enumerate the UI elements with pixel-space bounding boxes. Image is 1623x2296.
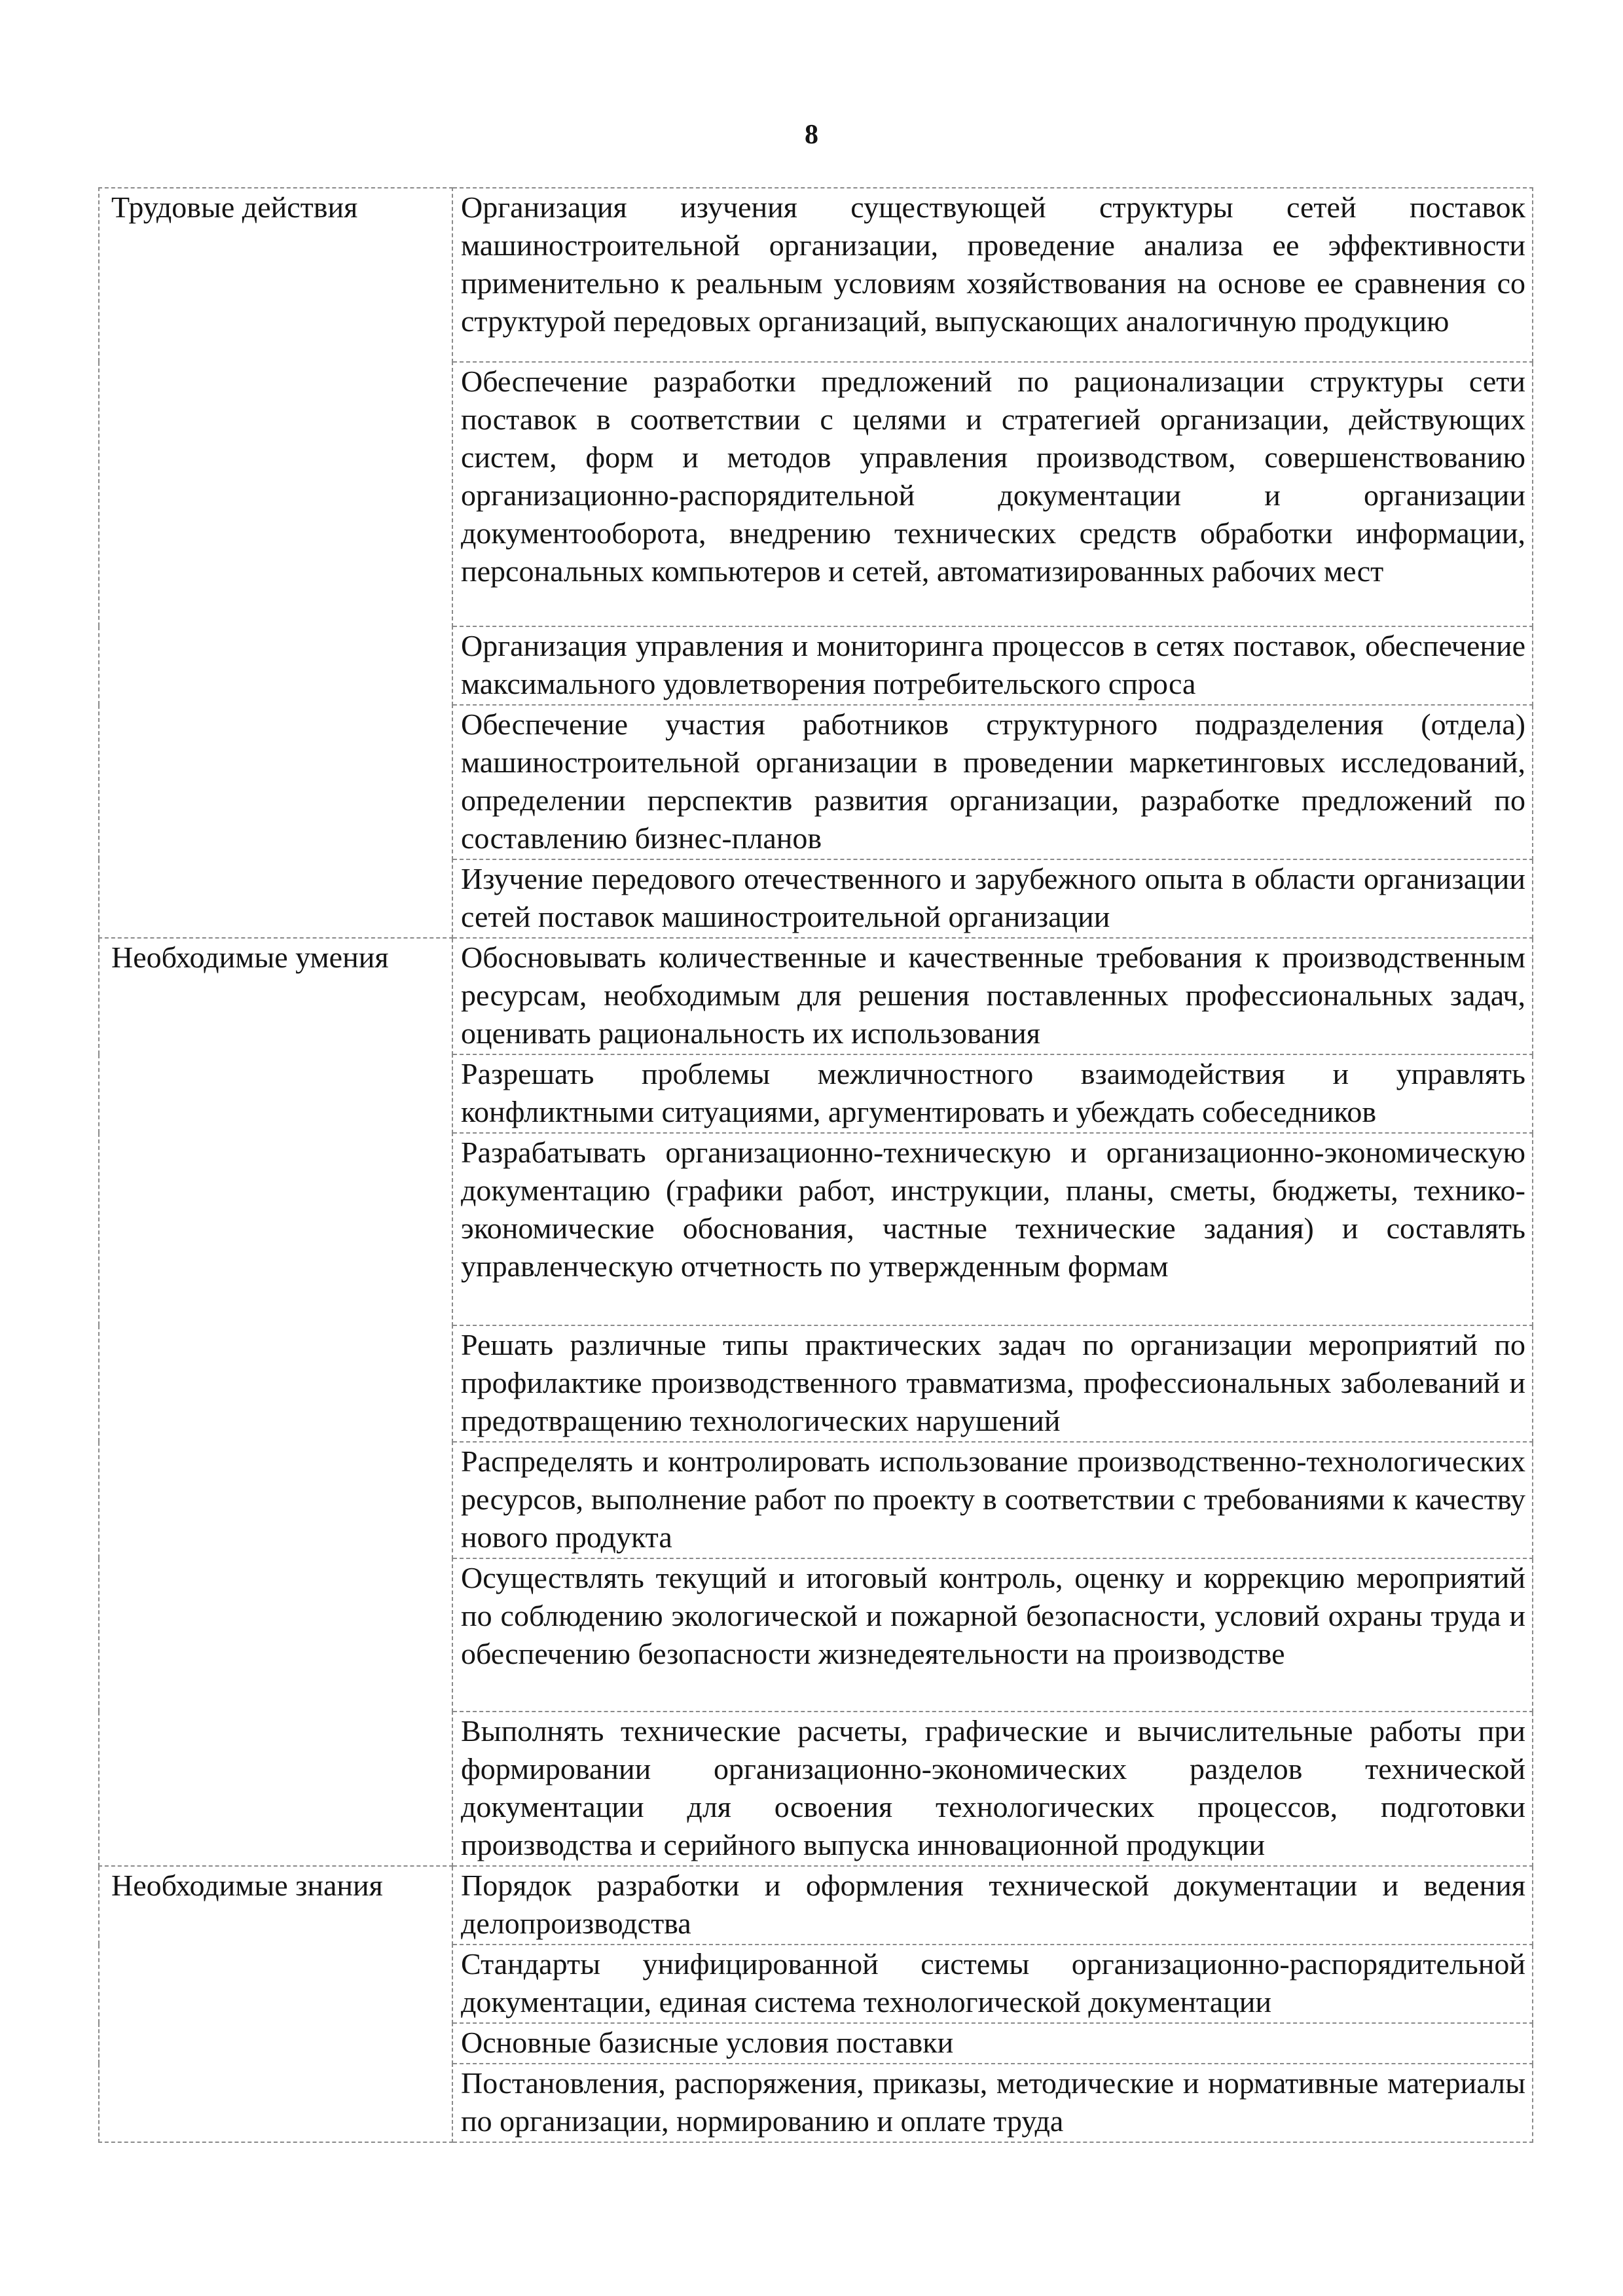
skill-item: Решать различные типы практических задач по организации мероприятий по профилактике производственного травматизма, профессиональных заболеваний и предотвращению технологических нарушений bbox=[452, 1325, 1533, 1442]
skill-item: Разрешать проблемы межличностного взаимодействия и управлять конфликтными ситуациями, аргументировать и убеждать собеседников bbox=[452, 1054, 1533, 1133]
section-label-labor-actions: Трудовые действия bbox=[99, 188, 452, 938]
skill-item: Распределять и контролировать использование производственно-технологических ресурсов, выполнение работ по проекту в соответствии с требованиями к качеству нового продукта bbox=[452, 1442, 1533, 1558]
table-row bbox=[99, 188, 1533, 362]
labor-action-item: Организация управления и мониторинга процессов в сетях поставок, обеспечение максимального удовлетворения потребительского спроса bbox=[452, 626, 1533, 705]
section-label-required-skills: Необходимые умения bbox=[99, 938, 452, 1866]
knowledge-item: Стандарты унифицированной системы организационно-распорядительной документации, единая система технологической документации bbox=[452, 1945, 1533, 2023]
knowledge-item: Основные базисные условия поставки bbox=[452, 2023, 1533, 2064]
table-row bbox=[99, 1866, 1533, 1945]
skill-item: Обосновывать количественные и качественные требования к производственным ресурсам, необходимым для решения поставленных профессиональных задач, оценивать рациональность их использования bbox=[452, 938, 1533, 1054]
labor-action-item: Обеспечение участия работников структурного подразделения (отдела) машиностроительной организации в проведении маркетинговых исследований, определении перспектив развития организации, разработке предложений по составлению бизнес-планов bbox=[452, 705, 1533, 859]
labor-action-item: Изучение передового отечественного и зарубежного опыта в области организации сетей поставок машиностроительной организации bbox=[452, 859, 1533, 938]
skill-item: Выполнять технические расчеты, графические и вычислительные работы при формировании организационно-экономических разделов технической документации для освоения технологических процессов, подготовки производства и серийного выпуска инновационной продукции bbox=[452, 1712, 1533, 1866]
section-label-required-knowledge: Необходимые знания bbox=[99, 1866, 452, 2142]
labor-action-item: Организация изучения существующей структуры сетей поставок машиностроительной организации, проведение анализа ее эффективности применительно к реальным условиям хозяйствования на основе ее сравнения со структурой передовых организаций, выпускающих аналогичную продукцию bbox=[452, 188, 1533, 362]
labor-action-item: Обеспечение разработки предложений по рационализации структуры сети поставок в соответствии с целями и стратегией организации, действующих систем, форм и методов управления производством, совершенствованию организационно-распорядительной документации и организации документооборота, внедрению технических средств обработки информации, персональных компьютеров и сетей, автоматизированных рабочих мест bbox=[452, 362, 1533, 626]
requirements-table bbox=[98, 187, 1533, 2143]
knowledge-item: Постановления, распоряжения, приказы, методические и нормативные материалы по организации, нормированию и оплате труда bbox=[452, 2064, 1533, 2142]
knowledge-item: Порядок разработки и оформления технической документации и ведения делопроизводства bbox=[452, 1866, 1533, 1945]
page-number: 8 bbox=[805, 120, 818, 150]
table-row bbox=[99, 938, 1533, 1054]
skill-item: Осуществлять текущий и итоговый контроль, оценку и коррекцию мероприятий по соблюдению экологической и пожарной безопасности, условий охраны труда и обеспечению безопасности жизнедеятельности на производстве bbox=[452, 1558, 1533, 1712]
skill-item: Разрабатывать организационно-техническую и организационно-экономическую документацию (графики работ, инструкции, планы, сметы, бюджеты, технико-экономические обоснования, частные технические задания) и составлять управленческую отчетность по утвержденным формам bbox=[452, 1133, 1533, 1325]
